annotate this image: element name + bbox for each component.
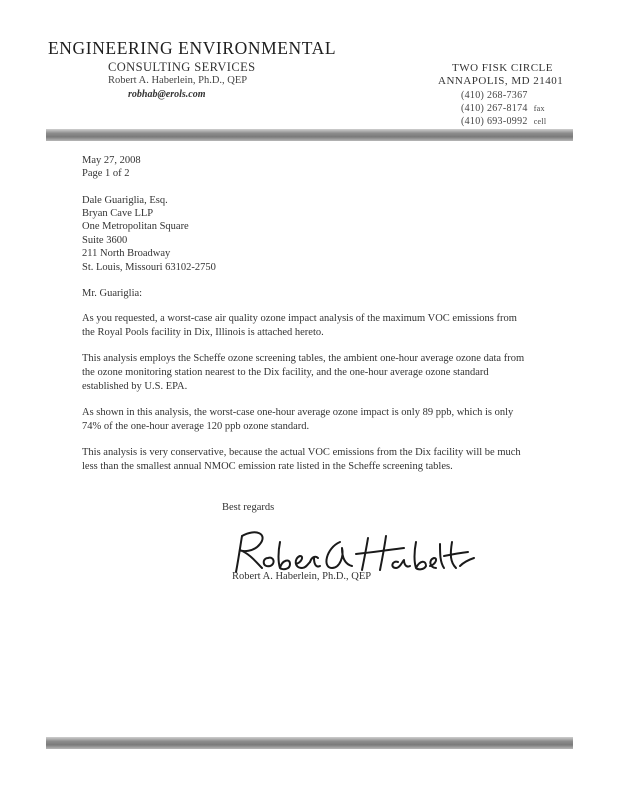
recipient-line: Dale Guariglia, Esq. [82, 195, 168, 206]
phone-label: cell [533, 117, 547, 126]
body-paragraph: As you requested, a worst-case air quality ozone impact analysis of the maximum VOC emissions from the Royal Pools facility in Dix, Illinois is attached hereto. [82, 313, 517, 338]
phone-number: (410) 268-7367 [461, 90, 528, 101]
footer-divider-bar [46, 737, 573, 749]
address-street: TWO FISK CIRCLE [452, 62, 553, 74]
recipient-line: One Metropolitan Square [82, 221, 189, 232]
email-address: robhab@erols.com [128, 89, 206, 100]
company-subtitle: CONSULTING SERVICES [108, 60, 256, 74]
phone-fax [461, 103, 545, 114]
handwritten-signature [228, 522, 478, 578]
closing: Best regards [222, 502, 275, 513]
signature-name: Robert A. Haberlein, Ph.D., QEP [232, 571, 372, 582]
salutation: Mr. Guariglia: [82, 288, 143, 299]
phone-label: fax [533, 104, 545, 113]
recipient-line: Suite 3600 [82, 235, 128, 246]
phone-office [461, 90, 528, 101]
body-paragraph: As shown in this analysis, the worst-case one-hour average ozone impact is only 89 ppb, which is only 74% of the one-hour average 120 ppb ozone standard. [82, 407, 514, 432]
body-paragraph: This analysis employs the Scheffe ozone screening tables, the ambient one-hour average ozone data from the ozone monitoring station nearest to the Dix facility, and the one-hour average ozone standard established by U.S. EPA. [82, 353, 525, 392]
address-city: ANNAPOLIS, MD 21401 [438, 75, 564, 87]
body-paragraph: This analysis is very conservative, because the actual VOC emissions from the Dix facility will be much less than the smallest annual NMOC emission rate listed in the Scheffe screening tables. [82, 447, 521, 472]
recipient-line: St. Louis, Missouri 63102-2750 [82, 262, 216, 273]
phone-cell [461, 116, 546, 127]
header-divider-bar [46, 129, 573, 141]
recipient-line: Bryan Cave LLP [82, 208, 154, 219]
proprietor-name: Robert A. Haberlein, Ph.D., QEP [108, 75, 248, 86]
page-indicator: Page 1 of 2 [82, 168, 130, 179]
company-name: ENGINEERING ENVIRONMENTAL [48, 38, 337, 58]
phone-number: (410) 693-0992 [461, 116, 528, 127]
phone-number: (410) 267-8174 [461, 103, 528, 114]
letter-date: May 27, 2008 [82, 155, 141, 166]
recipient-line: 211 North Broadway [82, 248, 171, 259]
